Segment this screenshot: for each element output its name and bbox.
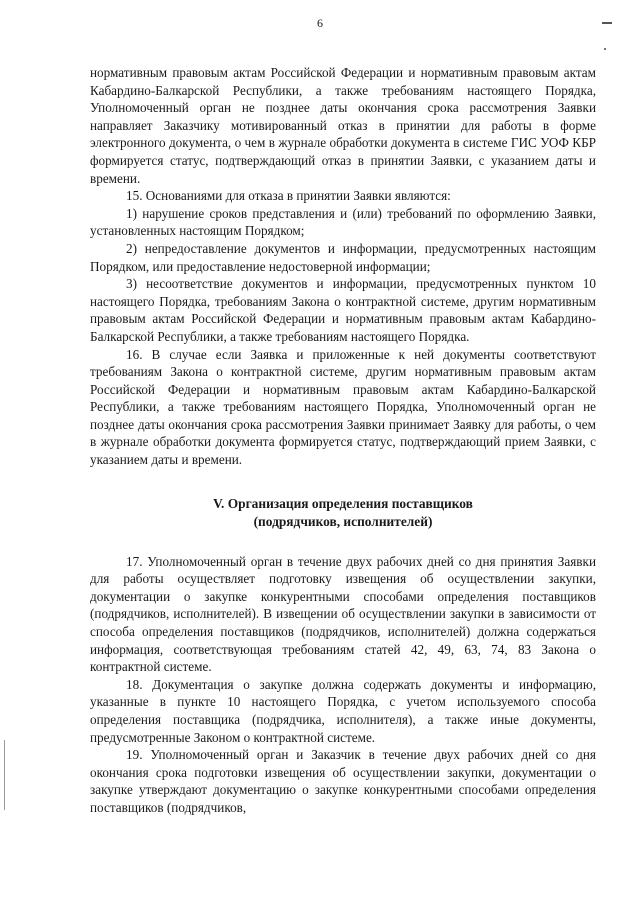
paragraph-continuation: нормативным правовым актам Российской Федерации и нормативным правовым актам Кабардино-Балкарской Республики, а также требованиям настоящего Порядка, Уполномоченный орган не позднее даты окончания срока рассмотрения Заявки направляет Заказчику мотивированный отказ в принятии для работы в форме электронного документа, о чем в журнале обработки документа в системе ГИС УОФ КБР формируется статус, подтверждающий отказ в принятии Заявки, с указанием даты и времени. (90, 65, 596, 186)
scan-dot (604, 48, 606, 50)
scan-edge-line (4, 740, 5, 810)
section-heading (90, 495, 596, 531)
paragraph-15: 15. Основаниями для отказа в принятии Заявки являются: (126, 188, 451, 204)
paragraph-18: 18. Документация о закупке должна содержать документы и информацию, указанные в пункте 10 настоящего Порядка, с учетом используемого способа определения поставщика (подрядчика, исполнителя), а также иные документы, предусмотренные Законом о контрактной системе. (90, 676, 596, 745)
paragraph-19: 19. Уполномоченный орган и Заказчик в течение двух рабочих дней со дня окончания срока подготовки извещения об осуществлении закупки, документации о закупке утверждают документацию о закупке конкурентными способами определения поставщиков (подрядчиков, (90, 747, 596, 815)
section-heading-line-1: V. Организация определения поставщиков (213, 495, 473, 511)
paragraph-15-item-2: 2) непредоставление документов и информации, предусмотренных настоящим Порядком, или предоставление недостоверной информации; (90, 240, 596, 274)
paragraph-15-item-3: 3) несоответствие документов и информации, предусмотренных пунктом 10 настоящего Порядка, требованиям Закона о контрактной системе, другим нормативным правовым актам Российской Федерации и нормативным правовым актам Кабардино-Балкарской Республики, а также требованиям настоящего Порядка. (90, 276, 596, 344)
paragraph-17: 17. Уполномоченный орган в течение двух рабочих дней со дня принятия Заявки для работы осуществляет подготовку извещения об осуществлении закупки, документации о закупке конкурентными способами определения поставщиков (подрядчиков, исполнителей). В извещении об осуществлении закупки в зависимости от способа определения поставщиков (подрядчиков, исполнителей) должна содержаться информация, соответствующая требованиям статей 42, 49, 63, 74, 83 Закона о контрактной системе. (90, 553, 596, 675)
document-body (90, 64, 596, 817)
section-heading-line-2: (подрядчиков, исполнителей) (253, 513, 433, 529)
paragraph-15-item-1: 1) нарушение сроков представления и (или) требований по оформлению Заявки, установленных настоящим Порядком; (90, 205, 596, 239)
paragraph-16: 16. В случае если Заявка и приложенные к ней документы соответствуют требованиям Закона о контрактной системе, другим нормативным правовым актам Российской Федерации и нормативным правовым актам Кабардино-Балкарской Республики, а также требованиям настоящего Порядка, Уполномоченный орган не позднее даты окончания срока рассмотрения Заявки принимает Заявку для работы, о чем в журнале обработки документа формируется статус, подтверждающий прием Заявки, с указанием даты и времени. (90, 346, 596, 468)
page-number: 6 (317, 16, 323, 30)
